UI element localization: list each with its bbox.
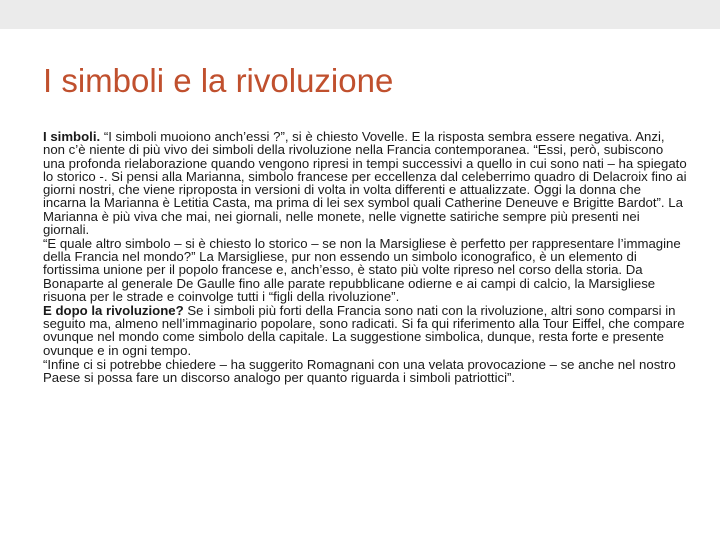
paragraph-marsigliese — [43, 237, 687, 303]
paragraph-text-marsigliese: “E quale altro simbolo – si è chiesto lo storico – se non la Marsigliese è perfetto per rappresentare l’immagine della Francia nel mondo?” La Marsigliese, pur non essendo un simbolo iconografico, è un elemento di fortissima unione per il popolo francese e, anch’esso, è stato più volte ripreso nel corso della storia. Da Bonaparte al generale De Gaulle fino alle parate repubblicane odierne e ai campi di calcio, la Marsigliese risuona per le strade e coinvolge tutti i “figli della rivoluzione”. — [43, 235, 681, 305]
top-decorative-band — [0, 0, 720, 29]
paragraph-text-simboli: “I simboli muoiono anch’essi ?”, si è chiesto Vovelle. E la risposta sembra essere negativa. Anzi, non c’è niente di più vivo dei simboli della rivoluzione nella Francia contemporanea. “Essi, però, subiscono una profonda rielaborazione quando vengono ripresi in tempi successivi a quello in cui sono nati – ha spiegato lo storico -. Si pensi alla Marianna, simbolo francese per eccellenza dal celeberrimo quadro di Delacroix fino ai giorni nostri, che viene riproposta in versioni di volta in volta differenti e attualizzate. Oggi la donna che incarna la Marianna è Letitia Casta, ma prima di lei sex symbol quali Catherine Deneuve e Brigitte Bardot”. La Marianna è più viva che mai, nei giornali, nelle monete, nelle vignette satiriche sempre più presenti nei giornali. — [43, 129, 687, 238]
paragraph-heading-simboli: I simboli. — [43, 129, 101, 144]
paragraph-text-dopo-rivoluzione: Se i simboli più forti della Francia sono nati con la rivoluzione, altri sono comparsi in seguito ma, almeno nell’immaginario popolare, sono radicati. Si fa qui riferimento alla Tour Eiffel, che compare ovunque nel mondo come simbolo della capitale. La suggestione simbolica, dunque, resta forte e presente ovunque e in ogni tempo. — [43, 302, 685, 358]
paragraph-heading-dopo-rivoluzione: E dopo la rivoluzione? — [43, 302, 184, 318]
paragraph-simboli — [43, 130, 687, 236]
paragraph-dopo-rivoluzione — [43, 304, 687, 357]
slide-body — [43, 130, 687, 385]
paragraph-conclusione — [43, 358, 687, 385]
slide-title: I simboli e la rivoluzione — [43, 62, 394, 99]
paragraph-text-conclusione: “Infine ci si potrebbe chiedere – ha suggerito Romagnani con una velata provocazione – se anche nel nostro Paese si possa fare un discorso analogo per quanto riguarda i simboli patriottici”. — [43, 356, 676, 385]
